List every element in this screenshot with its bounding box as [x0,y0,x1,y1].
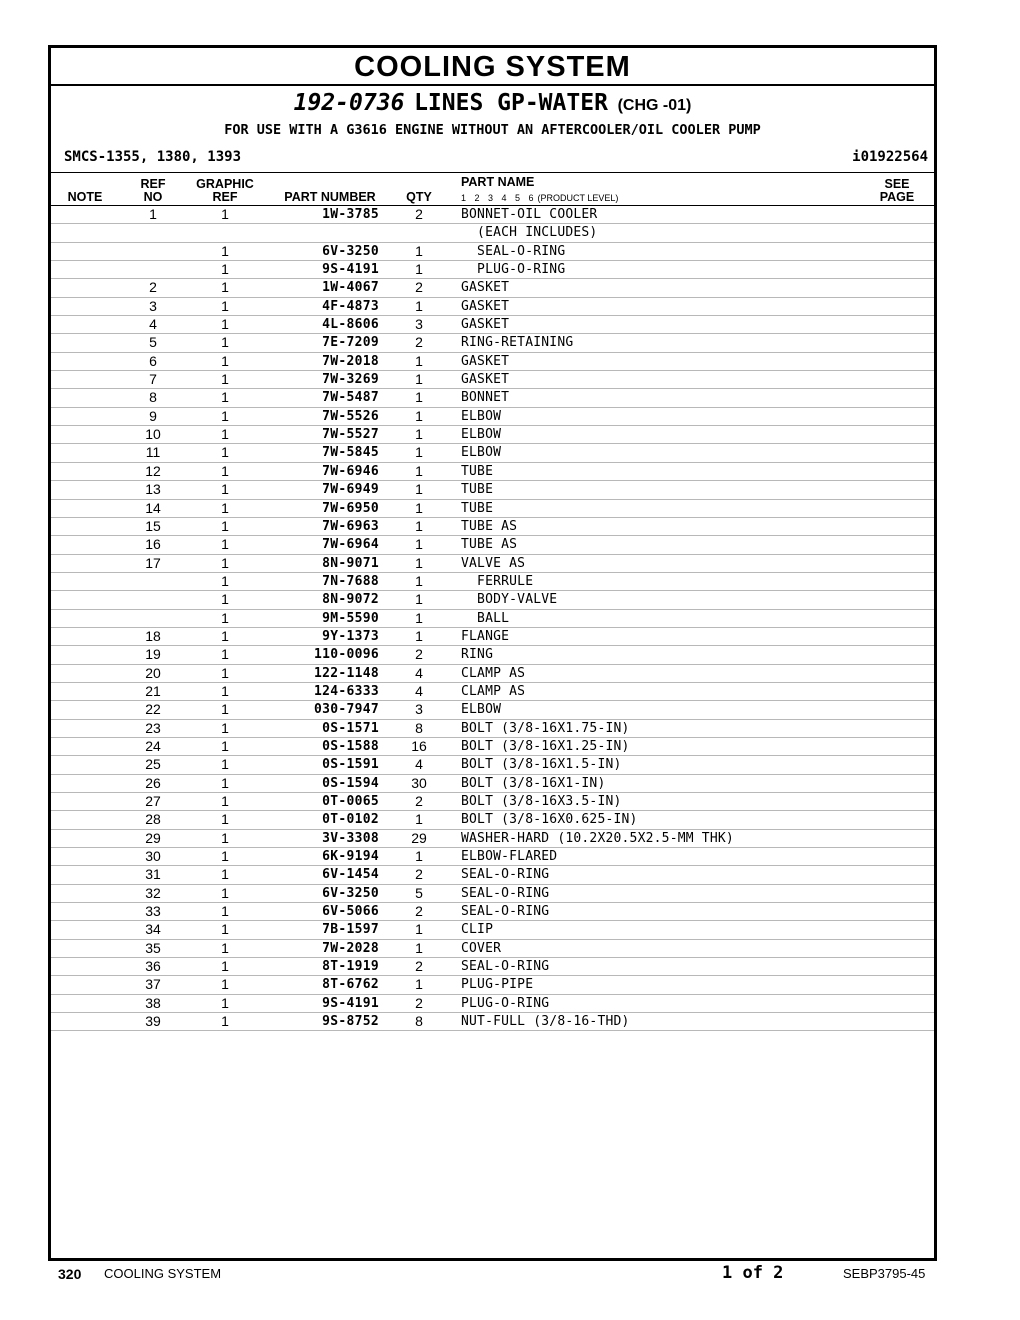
footer-section: COOLING SYSTEM [104,1266,222,1281]
graphic-ref: 1 [221,334,229,351]
table-row [51,481,934,499]
part-number: 9M-5590 [322,610,379,626]
quantity: 1 [415,627,423,644]
part-name: BOLT (3/8-16X3.5-IN) [461,794,622,809]
ref-number: 31 [145,866,161,883]
quantity: 2 [415,903,423,920]
part-name: BOLT (3/8-16X0.625-IN) [461,812,638,828]
part-name: CLIP [461,922,494,938]
table-row [51,224,934,242]
ref-number: 21 [145,682,161,699]
ref-number: 28 [145,811,161,828]
quantity: 4 [415,682,423,699]
graphic-ref: 1 [221,297,229,314]
graphic-ref: 1 [221,407,229,424]
table-row [51,665,934,683]
table-row [51,591,934,609]
part-number: 7W-2028 [322,940,379,956]
ref-number: 22 [145,701,161,718]
part-name: CLAMP AS [461,683,526,699]
ref-number: 33 [145,903,161,920]
part-number: 122-1148 [313,665,379,681]
table-row [51,353,934,371]
quantity: 3 [415,701,423,718]
graphic-ref: 1 [221,517,229,534]
ref-number: 13 [145,481,161,498]
table-row [51,610,934,628]
part-number: 7W-5526 [322,408,379,424]
part-name: SEAL-O-RING [461,867,550,883]
quantity: 1 [415,242,423,259]
part-name: SEAL-O-RING [461,885,550,901]
part-name: TUBE [461,500,494,516]
table-row [51,775,934,793]
quantity: 8 [415,719,423,736]
quantity: 1 [415,848,423,865]
table-row [51,298,934,316]
graphic-ref: 1 [221,774,229,791]
table-row [51,1013,934,1031]
table-row [51,848,934,866]
ref-number: 30 [145,848,161,865]
graphic-ref: 1 [221,939,229,956]
part-name: TUBE AS [461,518,518,534]
graphic-ref: 1 [221,682,229,699]
table-row [51,389,934,407]
part-name: FERRULE [461,573,534,589]
ref-number: 39 [145,1013,161,1030]
table-row [51,903,934,921]
header-see-bottom: PAGE [879,190,915,204]
graphic-ref: 1 [221,1013,229,1030]
header-graphic-top: GRAPHIC [196,177,254,191]
part-number: 6K-9194 [322,849,379,865]
part-number: 7N-7688 [322,573,379,589]
ref-number: 8 [149,389,157,406]
part-number: 9S-4191 [322,262,379,278]
part-name: GASKET [461,317,510,333]
quantity: 1 [415,407,423,424]
ref-number: 1 [149,206,157,222]
quantity: 1 [415,462,423,479]
ref-number: 14 [145,499,161,516]
footer-page-number: 320 [58,1266,82,1282]
table-row [51,334,934,352]
part-number: 7W-5487 [322,390,379,406]
ref-number: 29 [145,829,161,846]
smcs-codes: SMCS-1355, 1380, 1393 [64,149,242,165]
ref-number: 34 [145,921,161,938]
table-row [51,206,934,224]
graphic-ref: 1 [221,352,229,369]
table-row [51,426,934,444]
part-number: 7W-3269 [322,372,379,388]
ref-number: 12 [145,462,161,479]
ref-number: 37 [145,976,161,993]
part-number: 0S-1591 [322,757,379,773]
table-row [51,885,934,903]
part-number: 8N-9071 [322,555,379,571]
part-number: 7W-5527 [322,427,379,443]
part-number: 7W-2018 [322,353,379,369]
table-row [51,756,934,774]
part-name: WASHER-HARD (10.2X20.5X2.5-MM THK) [461,830,734,846]
graphic-ref: 1 [221,848,229,865]
part-number: 4F-4873 [322,298,379,314]
quantity: 16 [411,737,427,754]
part-name: FLANGE [461,628,510,644]
quantity: 1 [415,536,423,553]
product-level-label: (PRODUCT LEVEL) [537,193,619,203]
ref-number: 36 [145,958,161,975]
part-name: PLUG-O-RING [461,262,566,278]
part-number: 6V-1454 [322,867,379,883]
part-name: COVER [461,940,502,956]
part-number: 1W-3785 [322,207,379,222]
graphic-ref: 1 [221,884,229,901]
graphic-ref: 1 [221,536,229,553]
graphic-ref: 1 [221,903,229,920]
part-name: ELBOW [461,702,502,718]
quantity: 29 [411,829,427,846]
quantity: 1 [415,297,423,314]
quantity: 2 [415,206,423,222]
quantity: 1 [415,591,423,608]
ref-number: 16 [145,536,161,553]
part-name: ELBOW [461,408,502,424]
header-ref-bottom: NO [143,190,163,204]
ref-number: 27 [145,793,161,809]
quantity: 2 [415,793,423,809]
graphic-ref: 1 [221,829,229,846]
table-row [51,408,934,426]
graphic-ref: 1 [221,976,229,993]
page-frame [48,45,937,1261]
part-name: BODY-VALVE [461,592,558,608]
header-part-name: PART NAME [461,175,535,189]
part-name: BOLT (3/8-16X1.25-IN) [461,738,630,754]
table-row [51,316,934,334]
table-row [51,444,934,462]
ref-number: 24 [145,737,161,754]
quantity: 8 [415,1013,423,1030]
graphic-ref: 1 [221,481,229,498]
part-number: 6V-3250 [322,885,379,901]
table-row [51,371,934,389]
table-row [51,811,934,829]
part-number: 124-6333 [313,683,379,699]
part-number: 8N-9072 [322,592,379,608]
quantity: 30 [411,774,427,791]
part-name: BOLT (3/8-16X1.75-IN) [461,720,630,736]
part-name: GASKET [461,372,510,388]
table-row [51,720,934,738]
part-name: PLUG-O-RING [461,995,550,1011]
part-name: TUBE [461,463,494,479]
ref-number: 3 [149,297,157,314]
graphic-ref: 1 [221,242,229,259]
part-number: 7W-5845 [322,445,379,461]
table-row [51,683,934,701]
ref-number: 7 [149,371,157,388]
part-name: BOLT (3/8-16X1.5-IN) [461,757,622,773]
graphic-ref: 1 [221,793,229,809]
quantity: 1 [415,481,423,498]
part-number: 9S-8752 [322,1014,379,1030]
part-name: PLUG-PIPE [461,977,534,993]
graphic-ref: 1 [221,646,229,663]
table-row [51,830,934,848]
part-name: SEAL-O-RING [461,959,550,975]
quantity: 1 [415,976,423,993]
graphic-ref: 1 [221,554,229,571]
illustration-id: i01922564 [852,149,928,165]
table-row [51,793,934,811]
quantity: 4 [415,756,423,773]
graphic-ref: 1 [221,316,229,333]
quantity: 2 [415,958,423,975]
part-number: 0S-1588 [322,738,379,754]
part-name: ELBOW [461,427,502,443]
ref-number: 10 [145,426,161,443]
quantity: 1 [415,517,423,534]
group-title [51,90,934,116]
part-number: 8T-1919 [322,959,379,975]
graphic-ref: 1 [221,389,229,406]
part-number: 7W-6964 [322,537,379,553]
part-name: SEAL-O-RING [461,904,550,920]
table-row [51,866,934,884]
graphic-ref: 1 [221,756,229,773]
part-number: 110-0096 [313,647,379,663]
quantity: 2 [415,334,423,351]
header-part-number: PART NUMBER [284,190,376,204]
header-qty: QTY [406,190,432,204]
part-name: GASKET [461,298,510,314]
graphic-ref: 1 [221,261,229,278]
quantity: 2 [415,866,423,883]
footer-page-of: 1 of 2 [722,1263,784,1283]
part-number: 7B-1597 [322,922,379,938]
part-number: 0T-0102 [322,812,379,828]
quantity: 3 [415,316,423,333]
header-ref-top: REF [140,177,166,191]
part-number: 3V-3308 [322,830,379,846]
table-row [51,940,934,958]
quantity: 1 [415,939,423,956]
ref-number: 11 [145,444,161,461]
header-product-levels [461,193,618,203]
ref-number: 17 [145,554,161,571]
ref-number: 20 [145,664,161,681]
table-row [51,738,934,756]
part-name: TUBE [461,482,494,498]
part-number: 7W-6963 [322,518,379,534]
product-level-numbers: 1 2 3 4 5 6 [461,193,534,203]
graphic-ref: 1 [221,737,229,754]
table-row [51,573,934,591]
quantity: 1 [415,389,423,406]
table-row [51,500,934,518]
part-name: BONNET [461,390,510,406]
part-number: 7W-6949 [322,482,379,498]
ref-number: 38 [145,994,161,1011]
ref-number: 18 [145,627,161,644]
table-row [51,628,934,646]
group-change: (CHG -01) [617,97,692,114]
graphic-ref: 1 [221,958,229,975]
part-number: 6V-3250 [322,243,379,259]
part-name: (EACH INCLUDES) [461,225,598,241]
part-name: ELBOW [461,445,502,461]
quantity: 1 [415,499,423,516]
graphic-ref: 1 [221,866,229,883]
graphic-ref: 1 [221,719,229,736]
header-graphic-bottom: REF [212,190,238,204]
table-row [51,646,934,664]
part-name: BALL [461,610,510,626]
part-number: 7W-6946 [322,463,379,479]
graphic-ref: 1 [221,994,229,1011]
table-row [51,976,934,994]
ref-number: 4 [149,316,157,333]
ref-number: 19 [145,646,161,663]
table-row [51,555,934,573]
section-title: COOLING SYSTEM [51,48,934,86]
quantity: 1 [415,426,423,443]
table-row [51,536,934,554]
ref-number: 23 [145,719,161,736]
group-name: LINES GP-WATER [414,90,608,116]
part-number: 0S-1571 [322,720,379,736]
table-row [51,463,934,481]
group-part-number: 192-0736 [293,90,405,116]
part-number: 9S-4191 [322,995,379,1011]
header-note: NOTE [67,190,103,204]
graphic-ref: 1 [221,811,229,828]
ref-number: 15 [145,517,161,534]
graphic-ref: 1 [221,279,229,296]
graphic-ref: 1 [221,371,229,388]
part-number: 6V-5066 [322,904,379,920]
ref-number: 6 [149,352,157,369]
graphic-ref: 1 [221,462,229,479]
quantity: 1 [415,572,423,589]
part-number: 0S-1594 [322,775,379,791]
table-row [51,279,934,297]
graphic-ref: 1 [221,609,229,626]
part-number: 9Y-1373 [322,628,379,644]
part-name: RING [461,647,494,663]
graphic-ref: 1 [221,591,229,608]
part-name: BONNET-OIL COOLER [461,207,598,222]
table-row [51,701,934,719]
table-row [51,921,934,939]
footer-doc-number: SEBP3795-45 [843,1266,926,1281]
ref-number: 5 [149,334,157,351]
quantity: 1 [415,371,423,388]
part-name: RING-RETAINING [461,335,574,351]
graphic-ref: 1 [221,426,229,443]
quantity: 2 [415,994,423,1011]
part-number: 7W-6950 [322,500,379,516]
ref-number: 35 [145,939,161,956]
quantity: 1 [415,444,423,461]
part-name: TUBE AS [461,537,518,553]
part-number: 4L-8606 [322,317,379,333]
part-name: SEAL-O-RING [461,243,566,259]
ref-number: 32 [145,884,161,901]
header-divider [51,172,934,173]
quantity: 2 [415,646,423,663]
quantity: 5 [415,884,423,901]
graphic-ref: 1 [221,444,229,461]
quantity: 1 [415,921,423,938]
part-name: VALVE AS [461,555,526,571]
ref-number: 25 [145,756,161,773]
header-see-top: SEE [884,177,910,191]
parts-table [51,206,934,1031]
part-name: NUT-FULL (3/8-16-THD) [461,1014,630,1030]
ref-number: 26 [145,774,161,791]
quantity: 2 [415,279,423,296]
group-usage: FOR USE WITH A G3616 ENGINE WITHOUT AN AFTERCOOLER/OIL COOLER PUMP [224,122,761,138]
graphic-ref: 1 [221,499,229,516]
quantity: 1 [415,352,423,369]
table-row [51,958,934,976]
quantity: 1 [415,554,423,571]
ref-number: 9 [149,407,157,424]
quantity: 1 [415,609,423,626]
table-row [51,243,934,261]
part-name: GASKET [461,353,510,369]
graphic-ref: 1 [221,701,229,718]
graphic-ref: 1 [221,206,229,222]
part-number: 8T-6762 [322,977,379,993]
graphic-ref: 1 [221,572,229,589]
quantity: 1 [415,811,423,828]
part-name: BOLT (3/8-16X1-IN) [461,775,606,791]
graphic-ref: 1 [221,627,229,644]
graphic-ref: 1 [221,664,229,681]
part-number: 7E-7209 [322,335,379,351]
part-name: GASKET [461,280,510,296]
part-number: 1W-4067 [322,280,379,296]
table-row [51,995,934,1013]
ref-number: 2 [149,279,157,296]
quantity: 4 [415,664,423,681]
graphic-ref: 1 [221,921,229,938]
part-name: ELBOW-FLARED [461,849,558,865]
quantity: 1 [415,261,423,278]
part-number: 030-7947 [313,702,379,718]
part-name: CLAMP AS [461,665,526,681]
table-row [51,261,934,279]
table-row [51,518,934,536]
part-number: 0T-0065 [322,794,379,809]
